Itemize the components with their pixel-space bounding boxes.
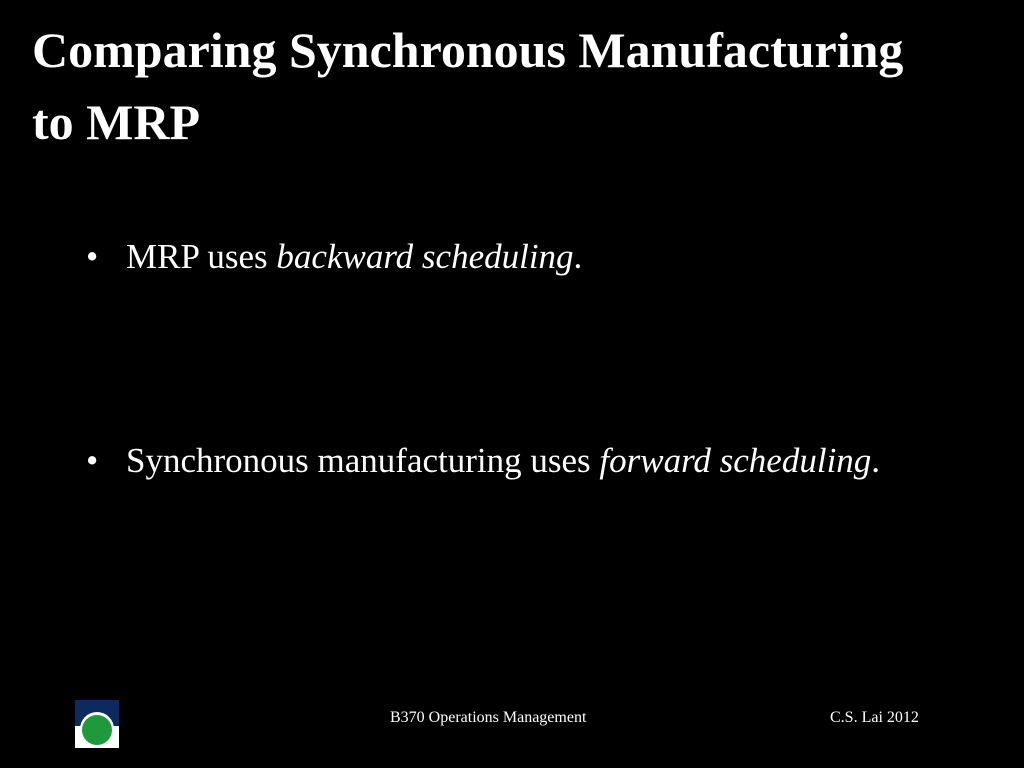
bullet-marker: •: [86, 237, 99, 276]
green-circle-logo-icon: [75, 700, 119, 748]
bullet-text: MRP uses: [126, 237, 277, 276]
footer-course: B370 Operations Management: [390, 709, 587, 726]
bullet-emphasis: forward scheduling: [599, 441, 872, 480]
bullet-emphasis: backward scheduling: [276, 237, 574, 276]
bullet-text: Synchronous manufacturing uses: [126, 441, 600, 480]
bullet-punctuation: .: [871, 441, 881, 480]
bullet-punctuation: .: [573, 237, 583, 276]
slide-footer: [0, 700, 1024, 750]
bullet-marker: •: [86, 441, 99, 480]
slide-title: Comparing Synchronous Manufacturing to MRP: [32, 22, 904, 150]
footer-author: C.S. Lai 2012: [830, 709, 919, 726]
bullet-list: [86, 230, 906, 488]
bullet-item-synchronous: [86, 434, 906, 488]
bullet-item-mrp: [86, 230, 906, 284]
